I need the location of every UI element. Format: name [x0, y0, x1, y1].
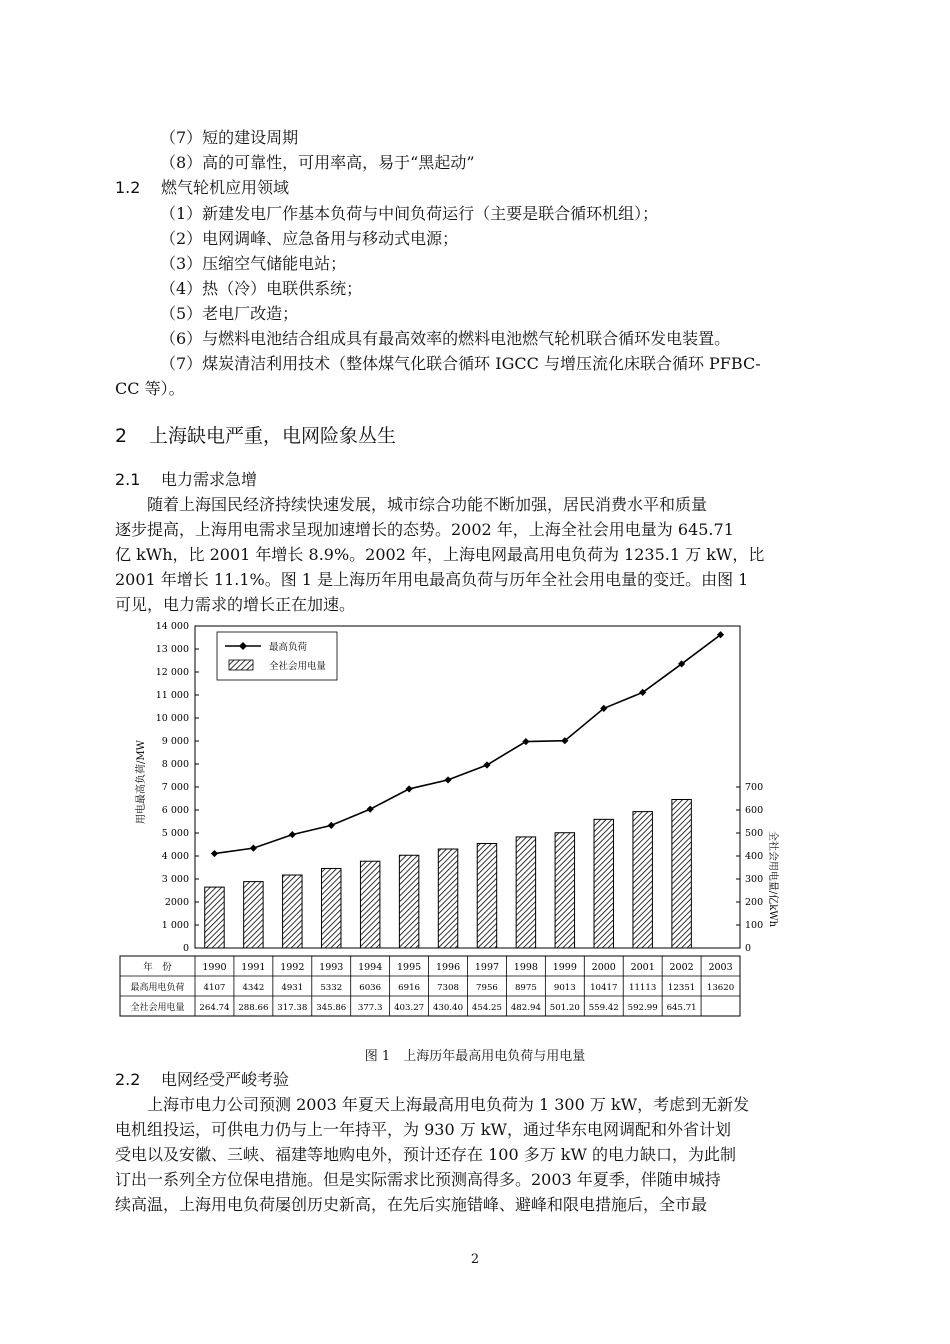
table-value-cell: 454.25 — [471, 1003, 503, 1013]
table-value-cell: 6036 — [359, 983, 382, 993]
table-year-cell: 2002 — [669, 962, 694, 973]
list-item: （1）新建发电厂作基本负荷与中间负荷运行（主要是联合循环机组）； — [160, 204, 659, 223]
table-value-cell: 4931 — [281, 983, 304, 993]
table-value-cell: 288.66 — [238, 1003, 269, 1013]
y-tick-label-left: 14 000 — [155, 621, 189, 632]
table-year-cell: 2000 — [591, 962, 616, 973]
page-number: 2 — [470, 1252, 480, 1267]
bar — [399, 855, 418, 948]
y-tick-label-right: 400 — [745, 851, 764, 862]
bar — [438, 849, 457, 948]
section-heading-2-1 — [115, 468, 257, 492]
list-item: （5）老电厂改造； — [160, 304, 299, 323]
section-title: 电力需求急增 — [161, 470, 258, 489]
bar — [672, 799, 691, 948]
list-item: （6）与燃料电池结合组成具有最高效率的燃料电池燃气轮机联合循环发电装置。 — [160, 329, 731, 348]
y-tick-label-left: 13 000 — [155, 644, 189, 655]
bar — [516, 837, 535, 948]
y-tick-label-left: 0 — [182, 943, 189, 954]
y-axis-title-left: 用电最高负荷/MW — [136, 740, 147, 824]
y-tick-label-right: 600 — [745, 805, 764, 816]
table-year-cell: 1995 — [397, 962, 422, 973]
y-tick-label-left: 2000 — [164, 897, 189, 908]
legend-box — [217, 632, 337, 680]
y-tick-label-left: 11 000 — [155, 690, 189, 701]
list-item: （7）短的建设周期 — [160, 128, 299, 147]
bar — [283, 875, 302, 948]
figure-caption: 图 1 上海历年最高用电负荷与用电量 — [364, 1049, 586, 1064]
table-year-cell: 2003 — [708, 962, 733, 973]
section-number: 1.2 — [115, 178, 141, 197]
legend-bar-swatch — [229, 660, 253, 670]
table-year-cell: 1993 — [319, 962, 344, 973]
table-value-cell: 7956 — [476, 983, 498, 993]
legend-label: 最高负荷 — [269, 642, 308, 653]
table-year-cell: 1999 — [552, 962, 577, 973]
table-value-cell: 430.40 — [432, 1003, 464, 1013]
load-consumption-chart — [115, 620, 778, 1020]
y-tick-label-right: 300 — [745, 874, 764, 885]
bar — [555, 833, 574, 948]
table-value-cell: 377.3 — [357, 1003, 383, 1013]
y-tick-label-left: 7 000 — [161, 782, 189, 793]
line-point — [483, 761, 490, 768]
table-value-cell: 6916 — [398, 983, 421, 993]
section-heading-1-2 — [115, 176, 289, 200]
list-item: （4）热（冷）电联供系统； — [160, 279, 363, 298]
line-point — [250, 845, 257, 852]
line-point — [522, 738, 529, 745]
table-value-cell: 8975 — [514, 983, 537, 993]
table-year-cell: 2001 — [630, 962, 655, 973]
table-value-cell: 482.94 — [510, 1003, 541, 1013]
paragraph-line: 电机组投运，可供电力仍与上一年持平，为 930 万 kW，通过华东电网调配和外省计划 — [115, 1120, 731, 1139]
table-value-cell: 13620 — [706, 983, 735, 993]
line-point — [444, 776, 451, 783]
paragraph-line: 订出一系列全方位保电措施。但是实际需求比预测高得多。2003 年夏季，伴随申城持 — [115, 1170, 721, 1189]
table-year-cell: 1991 — [241, 962, 266, 973]
y-tick-label-left: 6 000 — [161, 805, 189, 816]
line-point — [289, 831, 296, 838]
y-tick-label-left: 9 000 — [161, 736, 189, 747]
table-value-cell: 403.27 — [394, 1003, 425, 1013]
list-item: （3）压缩空气储能电站； — [160, 254, 347, 273]
bar — [594, 819, 613, 948]
section-heading-2-2 — [115, 1068, 289, 1092]
paragraph-line: 逐步提高，上海用电需求呈现加速增长的态势。2002 年，上海全社会用电量为 645.71 — [115, 520, 734, 539]
table-year-cell: 1994 — [358, 962, 383, 973]
section-title: 上海缺电严重，电网险象丛生 — [149, 425, 397, 447]
bar — [477, 844, 496, 948]
table-row-label: 最高用电负荷 — [130, 983, 185, 993]
line-point — [367, 806, 374, 813]
list-item: （8）高的可靠性，可用率高，易于“黑起动” — [160, 153, 475, 172]
list-item: （2）电网调峰、应急备用与移动式电源； — [160, 229, 459, 248]
table-value-cell: 11113 — [629, 983, 657, 993]
paragraph-line: 受电以及安徽、三峡、福建等地购电外，预计还存在 100 多万 kW 的电力缺口，为此制 — [115, 1145, 737, 1164]
y-tick-label-left: 12 000 — [155, 667, 189, 678]
table-year-cell: 1997 — [474, 962, 500, 973]
table-year-cell: 1998 — [513, 962, 538, 973]
paragraph-line: 亿 kWh，比 2001 年增长 8.9%。2002 年，上海电网最高用电负荷为 1235.1 万 kW，比 — [115, 545, 765, 564]
section-number: 2.2 — [115, 1070, 141, 1089]
table-value-cell: 10417 — [590, 983, 618, 993]
table-value-cell: 317.38 — [277, 1003, 308, 1013]
section-heading-2 — [115, 422, 396, 450]
table-value-cell: 7308 — [437, 983, 459, 993]
y-tick-label-right: 700 — [745, 782, 764, 793]
table-value-cell: 559.42 — [588, 1003, 619, 1013]
section-number: 2.1 — [115, 470, 141, 489]
y-tick-label-right: 500 — [745, 828, 764, 839]
y-tick-label-left: 4 000 — [161, 851, 189, 862]
y-tick-label-right: 200 — [745, 897, 764, 908]
table-value-cell: 4342 — [242, 983, 265, 993]
table-year-cell: 1990 — [202, 962, 227, 973]
table-value-cell: 345.86 — [316, 1003, 347, 1013]
paragraph-line: 随着上海国民经济持续快速发展，城市综合功能不断加强，居民消费水平和质量 — [147, 495, 708, 514]
table-value-cell: 592.99 — [627, 1003, 658, 1013]
table-value-cell: 5332 — [320, 983, 343, 993]
y-tick-label-left: 10 000 — [155, 713, 189, 724]
section-number: 2 — [115, 425, 128, 447]
paragraph-line: 上海市电力公司预测 2003 年夏天上海最高用电负荷为 1 300 万 kW，考虑到无新发 — [147, 1095, 750, 1114]
table-row-label: 全社会用电量 — [130, 1003, 185, 1013]
table-value-cell: 264.74 — [199, 1003, 230, 1013]
line-point — [211, 850, 218, 857]
table-value-cell: 12351 — [667, 983, 696, 993]
section-title: 燃气轮机应用领域 — [161, 178, 290, 197]
paragraph-line: 续高温，上海用电负荷屡创历史新高，在先后实施错峰、避峰和限电措施后，全市最 — [115, 1195, 708, 1214]
y-tick-label-right: 100 — [745, 920, 764, 931]
bar — [244, 882, 263, 948]
line-point — [406, 785, 413, 792]
bar — [205, 887, 224, 948]
legend-label: 全社会用电量 — [269, 661, 327, 672]
section-title: 电网经受严峻考验 — [161, 1070, 290, 1089]
y-tick-label-left: 3 000 — [161, 874, 189, 885]
table-value-cell: 501.20 — [549, 1003, 580, 1013]
y-axis-title-right: 全社会用电量/亿kWh — [767, 830, 778, 928]
table-header-label: 年 份 — [143, 962, 172, 973]
bar — [360, 861, 379, 948]
table-value-cell: 645.71 — [666, 1003, 697, 1013]
paragraph-line: 2001 年增长 11.1%。图 1 是上海历年用电最高负荷与历年全社会用电量的变迁。由图 1 — [115, 570, 749, 589]
bar — [633, 812, 652, 948]
table-value-cell: 4107 — [203, 983, 226, 993]
paragraph-line: 可见，电力需求的增长正在加速。 — [115, 595, 356, 614]
list-item: （7）煤炭清洁利用技术（整体煤气化联合循环 IGCC 与增压流化床联合循环 PFBC- — [160, 354, 761, 373]
y-tick-label-left: 8 000 — [161, 759, 189, 770]
line-point — [328, 822, 335, 829]
table-value-cell: 9013 — [553, 983, 576, 993]
y-tick-label-left: 1 000 — [161, 920, 189, 931]
y-tick-label-right: 0 — [745, 943, 752, 954]
table-year-cell: 1996 — [435, 962, 461, 973]
table-year-cell: 1992 — [280, 962, 305, 973]
list-item-continued: CC 等）。 — [115, 379, 185, 398]
y-tick-label-left: 5 000 — [161, 828, 189, 839]
bar — [322, 868, 341, 948]
